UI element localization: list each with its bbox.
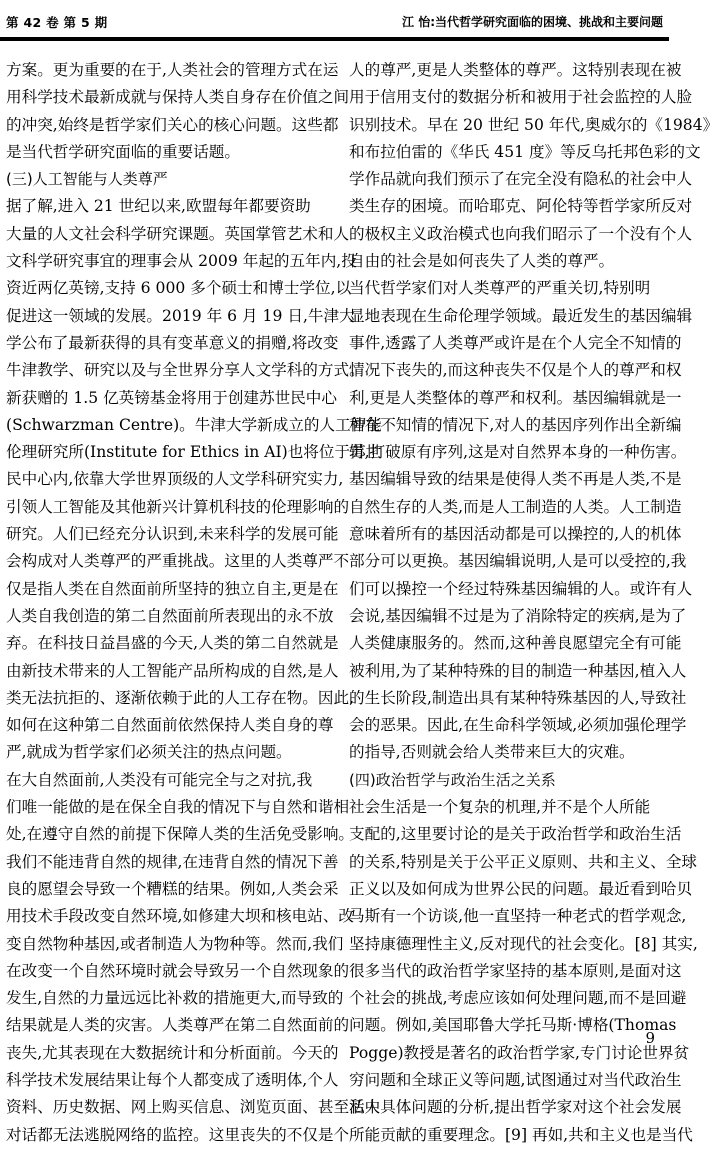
text-line: 对话都无法逃脱网络的监控。这里丧失的不仅是个 bbox=[6, 1125, 350, 1144]
text-line: (Schwarzman Centre)。牛津大学新成立的人工智能 bbox=[6, 415, 382, 434]
text-line: 类无法抗拒的、逐渐依赖于此的人工存在物。因此, bbox=[6, 688, 355, 707]
text-line: 辑,打破原有序列,这是对自然界本身的一种伤害。 bbox=[349, 443, 687, 462]
text-line: 在改变一个自然环境时就会导致另一个自然现象的 bbox=[6, 961, 350, 980]
text-line: 结果就是人类的灾害。人类尊严在第二自然面前的 bbox=[6, 1016, 350, 1035]
text-line: 意味着所有的基因活动都是可以操控的,人的机体 bbox=[349, 525, 682, 544]
text-line: 当代哲学家们对人类尊严的严重关切,特别明 bbox=[349, 279, 651, 298]
text-line: 自然生存的人类,而是人工制造的人类。人工制造 bbox=[349, 497, 682, 516]
text-line: 人的尊严,更是人类整体的尊严。这特别表现在被 bbox=[349, 61, 682, 79]
text-line: 的关系,特别是关于公平正义原则、共和主义、全球 bbox=[349, 852, 698, 871]
text-line: 类生存的困境。而哈耶克、阿伦特等哲学家所反对 bbox=[349, 197, 693, 216]
text-line: 们唯一能做的是在保全自我的情况下与自然和谐相 bbox=[6, 798, 350, 817]
text-line: 自由的社会是如何丧失了人类的尊严。 bbox=[349, 252, 615, 271]
left-column bbox=[6, 57, 382, 1149]
text-line: 们可以操控一个经过特殊基因编辑的人。或许有人 bbox=[349, 579, 693, 598]
text-line: 和布拉伯雷的《华氏 451 度》等反乌托邦色彩的文 bbox=[349, 142, 701, 161]
text-line: 会构成对人类尊严的严重挑战。这里的人类尊严不 bbox=[6, 552, 350, 571]
text-line: 用技术手段改变自然环境,如修建大坝和核电站、改 bbox=[6, 907, 355, 926]
text-line: 社会生活是一个复杂的机理,并不是个人所能 bbox=[349, 798, 651, 817]
text-line: 正义以及如何成为世界公民的问题。最近看到哈贝 bbox=[349, 879, 693, 898]
text-line: 伦理研究所(Institute for Ethics in AI)也将位于苏世 bbox=[6, 443, 382, 462]
text-line: 穷问题和全球正义等问题,试图通过对当代政治生 bbox=[349, 1070, 682, 1089]
text-line: 文科学研究事宜的理事会从 2009 年起的五年内,投 bbox=[6, 252, 357, 271]
text-line: 促进这一领域的发展。2019 年 6 月 19 日,牛津大 bbox=[6, 306, 355, 325]
text-line: Pogge)教授是著名的政治哲学家,专门讨论世界贫 bbox=[349, 1043, 690, 1062]
right-column bbox=[349, 57, 718, 1149]
text-line: 坚持康德理性主义,反对现代的社会变化。[8] 其实, bbox=[349, 934, 698, 953]
header-rule bbox=[0, 37, 669, 41]
journal-volume-issue: 第 42 卷 第 5 期 bbox=[6, 15, 108, 30]
text-line: 方案。更为重要的在于,人类社会的管理方式在运 bbox=[6, 61, 339, 79]
text-line: 利,更是人类整体的尊严和权利。基因编辑就是一 bbox=[349, 388, 682, 407]
text-line: 民中心内,依靠大学世界顶级的人文学科研究实力, bbox=[6, 470, 344, 489]
text-line: 发生,自然的力量远远比补救的措施更大,而导致的 bbox=[6, 989, 344, 1008]
section-heading: (三)人工智能与人类尊严 bbox=[6, 170, 168, 189]
text-line: 仅是指人类在自然面前所坚持的独立自主,更是在 bbox=[6, 579, 339, 598]
text-line: 变自然物种基因,或者制造人为物种等。然而,我们 bbox=[6, 934, 344, 953]
text-line: 情况下丧失的,而这种丧失不仅是个人的尊严和权 bbox=[349, 361, 682, 380]
text-line: 是当代哲学研究面临的重要话题。 bbox=[6, 142, 240, 161]
section-heading: (四)政治哲学与政治生活之关系 bbox=[349, 770, 556, 789]
text-line: 严,就成为哲学家们必须关注的热点问题。 bbox=[6, 743, 292, 762]
text-line: 在大自然面前,人类没有可能完全与之对抗,我 bbox=[6, 770, 313, 789]
text-line: 研究。人们已经充分认识到,未来科学的发展可能 bbox=[6, 525, 339, 544]
text-line: 处,在遵守自然的前提下保障人类的生活免受影响。 bbox=[6, 825, 355, 844]
text-line: 支配的,这里要讨论的是关于政治哲学和政治生活 bbox=[349, 825, 682, 844]
text-line: 如何在这种第二自然面前依然保持人类自身的尊 bbox=[6, 716, 334, 735]
text-line: 丧失,尤其表现在大数据统计和分析面前。今天的 bbox=[6, 1043, 339, 1062]
running-title: 江 怡:当代哲学研究面临的困境、挑战和主要问题 bbox=[402, 15, 663, 29]
page-number: 9 bbox=[645, 1029, 655, 1047]
text-line: 的冲突,始终是哲学家们关心的核心问题。这些都 bbox=[6, 115, 339, 134]
text-line: 弃。在科技日益昌盛的今天,人类的第二自然就是 bbox=[6, 634, 339, 653]
text-line: 识别技术。早在 20 世纪 50 年代,奥威尔的《1984》 bbox=[349, 115, 718, 134]
text-line: 很多当代的政治哲学家坚持的基本原则,是面对这 bbox=[349, 961, 682, 980]
text-line: 所能贡献的重要理念。[9] 再如,共和主义也是当代 bbox=[349, 1125, 693, 1144]
text-line: 新获赠的 1.5 亿英镑基金将用于创建苏世民中心 bbox=[6, 388, 337, 407]
text-line: 会说,基因编辑不过是为了消除特定的疾病,是为了 bbox=[349, 606, 687, 625]
text-line: 学公布了最新获得的具有变革意义的捐赠,将改变 bbox=[6, 333, 339, 352]
text-line: 活中具体问题的分析,提出哲学家对这个社会发展 bbox=[349, 1098, 682, 1117]
text-line: 牛津教学、研究以及与全世界分享人文学科的方式。 bbox=[6, 361, 365, 380]
text-line: 事件,透露了人类尊严或许是在个人完全不知情的 bbox=[349, 333, 682, 352]
text-line: 引领人工智能及其他新兴计算机科技的伦理影响的 bbox=[6, 497, 350, 516]
text-line: 显地表现在生命伦理学领域。最近发生的基因编辑 bbox=[349, 306, 693, 325]
text-line: 的指导,否则就会给人类带来巨大的灾难。 bbox=[349, 743, 635, 762]
text-line: 我们不能违背自然的规律,在违背自然的情况下善 bbox=[6, 852, 339, 871]
text-line: 资近两亿英镑,支持 6 000 多个硕士和博士学位,以 bbox=[6, 279, 352, 298]
text-line: 科学技术发展结果让每个人都变成了透明体,个人 bbox=[6, 1070, 339, 1089]
text-line: 的生长阶段,制造出具有某种特殊基因的人,导致社 bbox=[349, 688, 687, 707]
text-line: 种在不知情的情况下,对人的基因序列作出全新编 bbox=[349, 415, 682, 434]
text-line: 被利用,为了某种特殊的目的制造一种基因,植入人 bbox=[349, 661, 687, 680]
text-line: 问题。例如,美国耶鲁大学托马斯·博格(Thomas bbox=[349, 1016, 677, 1035]
running-header bbox=[0, 0, 669, 44]
text-line: 会的恶果。因此,在生命科学领域,必须加强伦理学 bbox=[349, 716, 687, 735]
text-line: 良的愿望会导致一个糟糕的结果。例如,人类会采 bbox=[6, 879, 339, 898]
text-line: 用于信用支付的数据分析和被用于社会监控的人脸 bbox=[349, 88, 693, 107]
text-line: 部分可以更换。基因编辑说明,人是可以受控的,我 bbox=[349, 552, 687, 571]
text-line: 马斯有一个访谈,他一直坚持一种老式的哲学观念, bbox=[349, 907, 687, 926]
text-line: 资料、历史数据、网上购买信息、浏览页面、甚至私人 bbox=[6, 1098, 381, 1117]
text-line: 用科学技术最新成就与保持人类自身存在价值之间 bbox=[6, 88, 350, 107]
text-line: 大量的人文社会科学研究课题。英国掌管艺术和人 bbox=[6, 224, 350, 243]
text-line: 个社会的挑战,考虑应该如何处理问题,而不是回避 bbox=[349, 989, 687, 1008]
text-line: 人类自我创造的第二自然面前所表现出的永不放 bbox=[6, 606, 334, 625]
text-line: 学作品就向我们预示了在完全没有隐私的社会中人 bbox=[349, 170, 693, 189]
text-line: 人类健康服务的。然而,这种善良愿望完全有可能 bbox=[349, 634, 682, 653]
text-line: 由新技术带来的人工智能产品所构成的自然,是人 bbox=[6, 661, 339, 680]
text-line: 据了解,进入 21 世纪以来,欧盟每年都要资助 bbox=[6, 197, 311, 216]
text-line: 基因编辑导致的结果是使得人类不再是人类,不是 bbox=[349, 470, 682, 489]
text-line: 的极权主义政治模式也向我们昭示了一个没有个人 bbox=[349, 224, 693, 243]
